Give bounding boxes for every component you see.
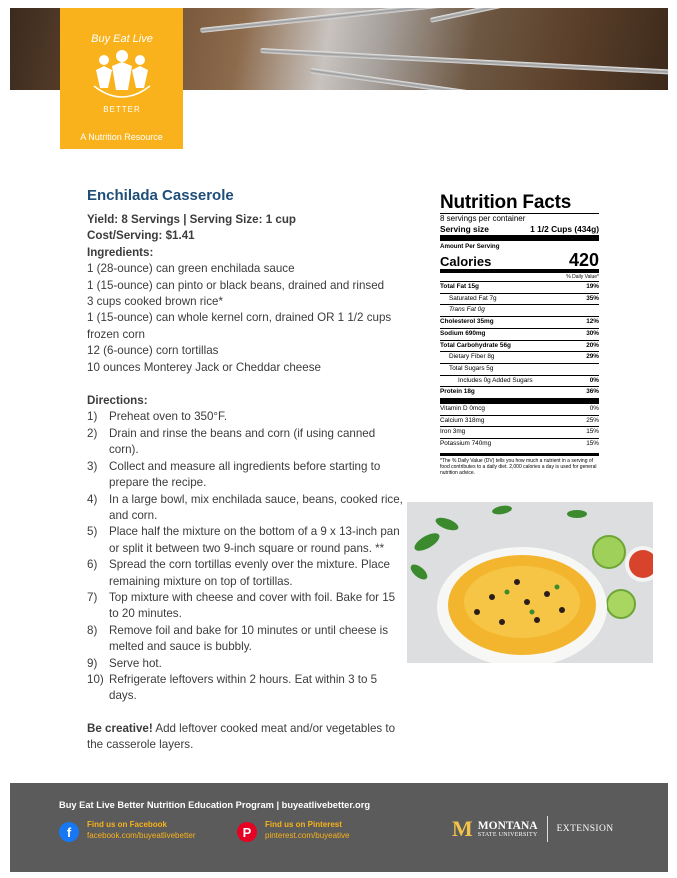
- nutrient-row: [440, 363, 599, 375]
- direction-step: [87, 492, 407, 525]
- calories-label: Calories: [440, 254, 492, 269]
- step-number: 1): [87, 410, 98, 424]
- step-number: 5): [87, 525, 98, 539]
- logo-tagline: A Nutrition Resource: [80, 132, 163, 142]
- vitamin-dv: 15%: [586, 440, 599, 448]
- pinterest-url[interactable]: pinterest.com/buyeative: [265, 831, 350, 840]
- serving-size-label: Serving size: [440, 224, 489, 234]
- step-text: Spread the corn tortillas evenly over the mixture. Place remaining mixture on top of tortillas.: [109, 558, 390, 588]
- msu-m-icon: M: [452, 816, 473, 841]
- casserole-photo: [407, 502, 653, 663]
- direction-step: [87, 409, 407, 425]
- direction-step: [87, 656, 407, 672]
- nutrient-dv: 20%: [586, 341, 599, 349]
- svg-text:Buy Eat Live: Buy Eat Live: [91, 33, 153, 45]
- extension-label: EXTENSION: [556, 824, 614, 834]
- nutrient-rows: [440, 281, 599, 386]
- step-number: 4): [87, 492, 98, 506]
- casserole-image: [407, 502, 653, 663]
- servings-per-container: 8 servings per container: [440, 213, 599, 224]
- step-text: Remove foil and bake for 10 minutes or until cheese is melted and sauce is bubbly.: [109, 623, 389, 654]
- ingredient-item: 3 cups cooked brown rice*: [87, 295, 223, 309]
- nutrient-row: [440, 304, 599, 316]
- msu-extension-logo: [452, 816, 614, 842]
- direction-step: [87, 524, 407, 557]
- facebook-url[interactable]: facebook.com/buyeatlivebetter: [87, 831, 196, 840]
- protein-dv: 36%: [586, 388, 599, 396]
- logo-divider: [547, 816, 548, 842]
- nutrient-label: Sodium 690mg: [440, 329, 486, 337]
- step-text: Drain and rinse the beans and corn (if using canned corn).: [109, 426, 376, 457]
- nutrient-row: [440, 316, 599, 328]
- nutrition-footnote: *The % Daily Value (DV) tells you how much a nutrient in a serving of food contributes to a daily diet. 2,000 calories a day is used for general nutrition advice.: [440, 453, 599, 476]
- step-text: In a large bowl, mix enchilada sauce, beans, cooked rice, and corn.: [109, 492, 403, 522]
- nutrient-row: [440, 340, 599, 352]
- step-text: Serve hot.: [109, 656, 162, 670]
- vitamin-row: [440, 438, 599, 450]
- creative-tip: [87, 721, 407, 754]
- nutrient-row: [440, 351, 599, 363]
- calories-value: 420: [568, 250, 599, 270]
- footer: [10, 783, 668, 872]
- svg-text:BETTER: BETTER: [103, 105, 141, 114]
- facebook-link[interactable]: [59, 819, 196, 842]
- pinterest-icon: P: [237, 822, 257, 842]
- msu-name: MONTANA: [477, 819, 538, 832]
- nutrient-row: [440, 281, 599, 293]
- direction-step: [87, 426, 407, 459]
- ingredients-list: [87, 261, 407, 376]
- nutrient-label: Trans Fat 0g: [449, 306, 485, 314]
- step-text: Refrigerate leftovers within 2 hours. Eat within 3 to 5 days.: [109, 672, 378, 703]
- step-number: 3): [87, 459, 98, 473]
- nutrition-facts-title: Nutrition Facts: [440, 192, 572, 213]
- step-text: Collect and measure all ingredients before starting to prepare the recipe.: [109, 459, 381, 490]
- creative-tip-bold: Be creative!: [87, 721, 153, 735]
- ingredient-item: 1 (15-ounce) can whole kernel corn, drained OR 1 1/2 cups frozen corn: [87, 311, 392, 341]
- directions-heading: Directions:: [87, 394, 148, 408]
- nutrient-dv: 12%: [586, 318, 599, 326]
- ingredient-item: 10 ounces Monterey Jack or Cheddar cheese: [87, 360, 321, 374]
- calories-row: [440, 251, 599, 269]
- recipe-cost: Cost/Serving: $1.41: [87, 229, 195, 243]
- amount-per-serving: Amount Per Serving: [440, 243, 500, 250]
- fork-graphic: [429, 8, 665, 23]
- step-text: Preheat oven to 350°F.: [109, 410, 228, 424]
- daily-value-header: % Daily Value*: [440, 269, 599, 281]
- facebook-label: Find us on Facebook: [87, 820, 168, 829]
- vitamin-row: [440, 426, 599, 438]
- step-number: 6): [87, 558, 98, 572]
- directions-list: [87, 409, 407, 704]
- direction-step: [87, 623, 407, 656]
- nutrient-label: Cholesterol 35mg: [440, 318, 494, 326]
- nutrient-row: [440, 293, 599, 305]
- program-line: Buy Eat Live Better Nutrition Education Program | buyeatlivebetter.org: [59, 800, 371, 810]
- nutrition-facts-panel: [440, 193, 599, 476]
- step-number: 7): [87, 590, 98, 604]
- vitamin-label: Potassium 740mg: [440, 440, 492, 448]
- protein-label: Protein 18g: [440, 388, 475, 396]
- vitamin-label: Vitamin D 0mcg: [440, 405, 485, 413]
- ingredient-item: 12 (6-ounce) corn tortillas: [87, 344, 219, 358]
- facebook-icon: f: [59, 822, 79, 842]
- direction-step: [87, 459, 407, 492]
- vitamin-row: [440, 415, 599, 427]
- vitamin-label: Iron 3mg: [440, 428, 466, 436]
- nutrient-row: [440, 328, 599, 340]
- nutrient-label: Dietary Fiber 8g: [449, 353, 495, 361]
- nutrient-label: Total Sugars 5g: [449, 364, 494, 372]
- nutrient-dv: 35%: [586, 294, 599, 302]
- nutrient-label: Total Carbohydrate 56g: [440, 341, 511, 349]
- recipe-yield: Yield: 8 Servings | Serving Size: 1 cup: [87, 213, 296, 226]
- creative-tip-text: Add leftover cooked meat and/or vegetables to the casserole layers.: [87, 721, 396, 752]
- logo: [60, 8, 183, 149]
- vitamin-rows: [440, 404, 599, 450]
- direction-step: [87, 557, 407, 590]
- step-number: 8): [87, 623, 98, 637]
- nutrient-label: Includes 0g Added Sugars: [458, 376, 533, 384]
- serving-size: [440, 224, 599, 241]
- ingredients-heading: Ingredients:: [87, 245, 154, 259]
- nutrient-row: [440, 375, 599, 387]
- step-number: 9): [87, 656, 98, 670]
- direction-step: [87, 672, 407, 705]
- recipe-section: [87, 187, 407, 754]
- recipe-title: Enchilada Casserole: [87, 187, 234, 204]
- pinterest-link[interactable]: [237, 819, 350, 842]
- pinterest-label: Find us on Pinterest: [265, 820, 342, 829]
- msu-sub: STATE UNIVERSITY: [477, 831, 538, 838]
- vitamin-dv: 15%: [586, 428, 599, 436]
- vitamin-label: Calcium 318mg: [440, 416, 485, 424]
- step-number: 10): [87, 672, 104, 686]
- nutrient-dv: 19%: [586, 283, 599, 290]
- protein-row: [440, 386, 599, 404]
- ingredient-item: 1 (28-ounce) can green enchilada sauce: [87, 262, 295, 276]
- step-number: 2): [87, 426, 98, 440]
- vitamin-dv: 0%: [589, 405, 599, 413]
- vitamin-row: [440, 404, 599, 415]
- nutrient-label: Saturated Fat 7g: [449, 294, 497, 302]
- nutrient-label: Total Fat 15g: [440, 283, 479, 290]
- nutrient-dv: 0%: [589, 376, 599, 384]
- serving-size-value: 1 1/2 Cups (434g): [530, 224, 599, 234]
- ingredient-item: 1 (15-ounce) can pinto or black beans, drained and rinsed: [87, 278, 385, 292]
- direction-step: [87, 590, 407, 623]
- vitamin-dv: 25%: [586, 416, 599, 424]
- step-text: Place half the mixture on the bottom of a 9 x 13-inch pan or split it between two 9-inch square or round pans. **: [109, 525, 400, 555]
- nutrient-dv: 29%: [586, 353, 599, 361]
- nutrient-dv: 30%: [586, 329, 599, 337]
- logo-figures-icon: [82, 26, 162, 116]
- step-text: Top mixture with cheese and cover with foil. Bake for 15 to 20 minutes.: [109, 590, 396, 621]
